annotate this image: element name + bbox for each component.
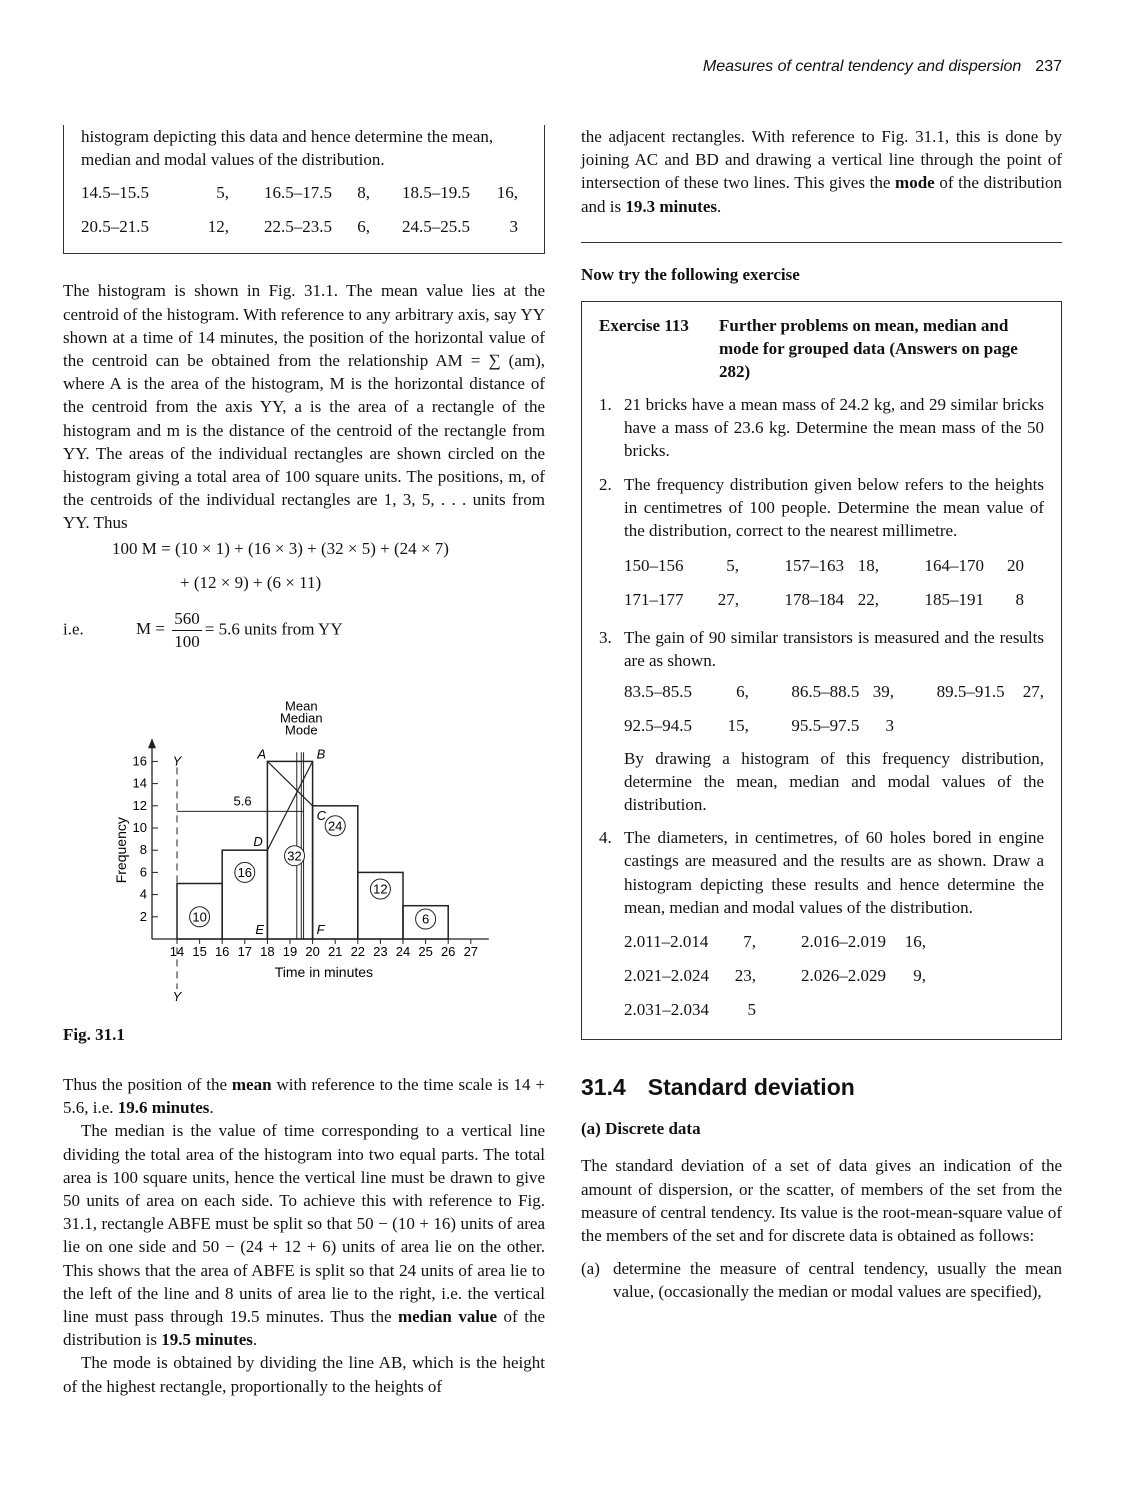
box-table-cell: 3 xyxy=(509,216,518,236)
q4-table-cell: 7, xyxy=(743,932,756,952)
mean-text-e: . xyxy=(209,1098,214,1118)
y-tick-label: 12 xyxy=(132,797,147,813)
q2-table-cell: 164–170 xyxy=(924,555,984,575)
mode-text-c: of the distribution and is xyxy=(581,173,1062,216)
left-column-lower xyxy=(63,1073,545,1398)
try-heading: Now try the following exercise xyxy=(581,264,800,284)
q2-table-cell: 178–184 xyxy=(784,589,844,609)
box-table-cell: 18.5–19.5 xyxy=(402,182,470,202)
q3-table-cell: 39, xyxy=(872,682,894,702)
q4-table-cell xyxy=(886,993,926,1027)
section-number: 31.4 xyxy=(581,1074,626,1101)
exercise-list xyxy=(599,393,1044,1027)
box-data-table xyxy=(81,175,518,243)
point-label-e: E xyxy=(255,922,265,937)
box-table-cell: 6, xyxy=(357,216,370,236)
q3-data-table xyxy=(624,675,1044,743)
histogram-figure xyxy=(100,690,530,1010)
exercise-header xyxy=(599,314,1044,383)
q2-table-row xyxy=(624,582,1024,616)
q3-table-cell xyxy=(1005,709,1044,743)
q4-table-cell: 9, xyxy=(913,966,926,986)
mode-term: mode xyxy=(895,173,935,193)
exercise-item-3 xyxy=(599,626,1044,816)
q3-table-cell: 95.5–97.5 xyxy=(791,716,860,736)
q2-table-cell: 150–156 xyxy=(624,555,684,575)
box-table-cell: 8, xyxy=(357,182,370,202)
q3-table-cell: 86.5–88.5 xyxy=(791,682,860,702)
yy-label-bottom: Y xyxy=(172,989,182,1004)
x-tick-label: 24 xyxy=(395,944,411,959)
eq3-lhs: M = xyxy=(136,619,165,639)
list-marker: (a) xyxy=(581,1259,600,1279)
q4-table-cell xyxy=(756,993,886,1027)
figure-caption: Fig. 31.1 xyxy=(63,1025,125,1044)
x-tick-label: 25 xyxy=(418,944,433,959)
q3-table-cell: 3 xyxy=(885,716,894,736)
x-tick-label: 27 xyxy=(463,944,479,959)
x-axis-label: Time in minutes xyxy=(274,964,374,980)
q3-table-row xyxy=(624,709,1044,743)
exercise-item-1 xyxy=(599,393,1044,463)
box-table-row xyxy=(81,209,518,243)
q2-data-table xyxy=(624,548,1024,616)
eq3-prefix: i.e. xyxy=(63,619,84,639)
problem-box-continued xyxy=(63,125,545,254)
area-label: 24 xyxy=(327,818,343,834)
q3-table-cell: 92.5–94.5 xyxy=(624,716,692,736)
x-tick-label: 18 xyxy=(260,944,275,959)
q2-table-row xyxy=(624,548,1024,582)
median-paragraph xyxy=(63,1119,545,1351)
q4-table-row xyxy=(624,993,926,1027)
item-number: 1. xyxy=(599,395,612,415)
statistic-label: Mode xyxy=(285,722,318,738)
q4-table-row xyxy=(624,925,926,959)
eq3-denominator: 100 xyxy=(174,632,200,651)
q3-table-cell: 15, xyxy=(727,716,749,736)
yy-label-top: Y xyxy=(172,753,182,769)
x-tick-label: 16 xyxy=(214,944,230,959)
standard-deviation-paragraph: The standard deviation of a set of data gives an indication of the amount of dispersion, or the scatter, of members of the set from the measure of central tendency. Its value is the root-mean-square value of the members of the set and for discrete data is obtained as follows: xyxy=(581,1156,1062,1246)
box-table-cell: 14.5–15.5 xyxy=(81,182,149,202)
box-table-cell: 16, xyxy=(496,182,518,202)
box-intro: histogram depicting this data and hence determine the mean, median and modal values of the distribution. xyxy=(81,127,494,170)
section-heading xyxy=(581,1076,1062,1099)
q3-table-cell xyxy=(894,709,1005,743)
y-axis-label: Frequency xyxy=(113,817,129,884)
mode-paragraph: The mode is obtained by dividing the line AB, which is the height of the highest rectangle, proportionally to the heights of xyxy=(63,1353,545,1396)
equation-line-1: 100 M = (10 × 1) + (16 × 3) + (32 × 5) + (24 × 7) xyxy=(112,539,449,558)
line-ac xyxy=(267,761,312,805)
steps-list-item-a xyxy=(581,1257,1062,1303)
area-label: 12 xyxy=(373,881,388,897)
q4-table-cell: 16, xyxy=(904,932,926,952)
list-text: determine the measure of central tendency, usually the mean value, (occasionally the median or modal values are specified), xyxy=(613,1259,1062,1302)
median-text-e: . xyxy=(252,1330,258,1350)
item-text: The gain of 90 similar transistors is measured and the results are as shown. xyxy=(624,628,1044,671)
mode-result: 19.3 minutes xyxy=(625,196,718,216)
q2-table-cell: 18, xyxy=(857,555,879,575)
exercise-label: Exercise 113 xyxy=(599,316,689,336)
point-label-c: C xyxy=(316,807,326,823)
area-label: 10 xyxy=(192,909,207,925)
box-table-cell: 24.5–25.5 xyxy=(402,216,470,236)
median-result: 19.5 minutes xyxy=(161,1330,253,1350)
page-number: 237 xyxy=(1035,58,1062,75)
q2-table-cell: 20 xyxy=(1007,555,1024,575)
area-label: 6 xyxy=(421,911,430,927)
statistic-label: Median xyxy=(279,710,323,726)
median-term: median value xyxy=(398,1307,498,1327)
q4-table-cell: 2.026–2.029 xyxy=(801,966,886,986)
item-number: 3. xyxy=(599,628,612,648)
item-text: The diameters, in centimetres, of 60 holes bored in engine castings are measured and the results are as shown. Draw a histogram depicting these results and hence determine the mean, median and modal values of the distribution. xyxy=(624,828,1044,917)
box-table-cell: 5, xyxy=(216,182,229,202)
x-tick-label: 14 xyxy=(169,944,185,959)
mean-paragraph xyxy=(63,1073,545,1119)
point-label-b: B xyxy=(316,746,326,762)
box-table-cell: 16.5–17.5 xyxy=(264,182,332,202)
eq3-numerator: 560 xyxy=(172,608,202,631)
x-tick-label: 22 xyxy=(350,944,366,959)
mean-result: 19.6 minutes xyxy=(117,1098,210,1118)
box-table-cell: 20.5–21.5 xyxy=(81,216,149,236)
x-tick-label: 21 xyxy=(327,944,343,959)
eq3-fraction xyxy=(172,608,202,653)
q2-table-cell: 157–163 xyxy=(784,555,844,575)
box-table-cell: 22.5–23.5 xyxy=(264,216,332,236)
mode-text-a: the adjacent rectangles. With reference to Fig. 31.1, this is done by joining AC and BD and drawing a vertical line through the point of intersection of these two lines. This gives the xyxy=(581,127,1062,193)
section-title: Standard deviation xyxy=(647,1074,855,1101)
y-tick-label: 8 xyxy=(139,842,147,858)
q4-table-row xyxy=(624,959,926,993)
line-bd xyxy=(267,761,312,850)
histogram-intro-paragraph: The histogram is shown in Fig. 31.1. The mean value lies at the centroid of the histogram. With reference to any arbitrary axis, say YY shown at a time of 14 minutes, the position of the horizontal value of the centroid can be obtained from the relationship AM = ∑ (am), where A is the area of the histogram, M is the horizontal distance of the centroid from the axis YY, a is the area of a rectangle of the histogram and m is the distance of the centroid of the rectangle from YY. The areas of the individual rectangles are shown circled on the histogram giving a total area of 100 square units. The positions, m, of the centroids of the individual rectangles are 1, 3, 5, . . . units from YY. Thus xyxy=(63,281,545,533)
q4-table-cell: 2.021–2.024 xyxy=(624,966,709,986)
y-tick-label: 2 xyxy=(139,908,147,924)
item-number: 2. xyxy=(599,474,612,494)
exercise-item-2 xyxy=(599,473,1044,617)
point-label-d: D xyxy=(253,834,263,850)
mode-text-e: . xyxy=(717,196,722,216)
q2-table-cell: 8 xyxy=(1015,589,1024,609)
right-column xyxy=(581,125,1062,1304)
q2-table-cell: 5, xyxy=(726,555,739,575)
item-text: The frequency distribution given below refers to the heights in centimetres of 100 people. Determine the mean value of the distribution, correct to the nearest millimetre. xyxy=(624,474,1044,541)
equation-line-2: + (12 × 9) + (6 × 11) xyxy=(180,573,322,592)
q4-data-table xyxy=(624,925,926,1027)
running-head xyxy=(703,58,1062,76)
q4-table-cell: 5 xyxy=(747,1000,756,1020)
q4-table-cell: 2.016–2.019 xyxy=(801,932,886,952)
statistic-label: Mean xyxy=(285,698,318,714)
q3-table-cell: 6, xyxy=(736,682,749,702)
y-tick-label: 6 xyxy=(139,864,147,880)
x-tick-label: 23 xyxy=(373,944,388,959)
y-tick-label: 10 xyxy=(132,820,147,835)
mean-text-a: Thus the position of the xyxy=(63,1075,232,1094)
x-tick-label: 15 xyxy=(192,944,207,959)
q4-table-cell: 23, xyxy=(734,966,756,986)
q4-table-cell: 2.011–2.014 xyxy=(624,932,709,952)
median-text-c: of the distribution is xyxy=(63,1307,545,1350)
q2-table-cell: 22, xyxy=(857,589,879,609)
item-text-continued: By drawing a histogram of this frequency distribution, determine the mean, median and modal values of the distribution. xyxy=(624,748,1044,815)
q3-table-row xyxy=(624,675,1044,709)
area-label: 16 xyxy=(237,864,253,880)
centroid-offset-label: 5.6 xyxy=(233,793,252,809)
q4-table-cell: 2.031–2.034 xyxy=(624,1000,709,1020)
subsection-heading: (a) Discrete data xyxy=(581,1119,701,1139)
left-column xyxy=(63,125,545,535)
y-tick-label: 4 xyxy=(139,886,147,902)
q3-table-cell: 89.5–91.5 xyxy=(936,682,1005,702)
y-tick-label: 16 xyxy=(132,753,147,769)
x-tick-label: 17 xyxy=(237,944,253,959)
q2-table-cell: 185–191 xyxy=(924,589,984,609)
running-title: Measures of central tendency and dispersion xyxy=(702,58,1022,75)
item-text: 21 bricks have a mean mass of 24.2 kg, and 29 similar bricks have a mass of 23.6 kg. Determine the mean mass of the 50 bricks. xyxy=(624,395,1044,461)
box-table-cell: 12, xyxy=(207,216,229,236)
item-number: 4. xyxy=(599,828,612,848)
median-text-a: The median is the value of time corresponding to a vertical line dividing the total area of the histogram into two equal parts. The total area is 100 square units, hence the vertical line must be drawn to give 50 units of area on each side. To achieve this with reference to Fig. 31.1, rectangle ABFE must be split so that 50 − (10 + 16) units of area lie on one side and 50 − (24 + 12 + 6) units of area lie on the other. This shows that the area of ABFE is split so that 24 units of area lie to the left of the line and 8 units of area lie to the right, i.e. the vertical line must pass through 19.5 minutes. Thus the xyxy=(63,1121,545,1327)
box-table-row xyxy=(81,175,518,209)
exercise-box xyxy=(581,301,1062,1040)
q2-table-cell: 171–177 xyxy=(624,589,684,609)
mean-term: mean xyxy=(231,1075,272,1094)
exercise-title: Further problems on mean, median and mode for grouped data (Answers on page 282) xyxy=(719,316,1018,382)
x-tick-label: 19 xyxy=(282,944,298,959)
q2-table-cell: 27, xyxy=(717,589,739,609)
exercise-item-4 xyxy=(599,826,1044,1027)
x-tick-label: 26 xyxy=(440,944,456,959)
q3-table-cell: 83.5–85.5 xyxy=(624,682,692,702)
mean-text-c: with reference to the time scale is 14 + 5.6, i.e. xyxy=(63,1075,546,1118)
q3-table-cell: 27, xyxy=(1022,682,1044,702)
y-tick-label: 14 xyxy=(132,775,147,791)
equation-line-3 xyxy=(63,608,343,653)
section-divider xyxy=(581,242,1062,243)
y-axis-arrow xyxy=(148,738,156,748)
x-tick-label: 20 xyxy=(305,944,320,959)
point-label-f: F xyxy=(316,922,325,937)
point-label-a: A xyxy=(257,746,267,762)
area-label: 32 xyxy=(287,848,302,864)
mode-paragraph-continued xyxy=(581,125,1062,218)
eq3-rhs: = 5.6 units from YY xyxy=(204,619,343,639)
